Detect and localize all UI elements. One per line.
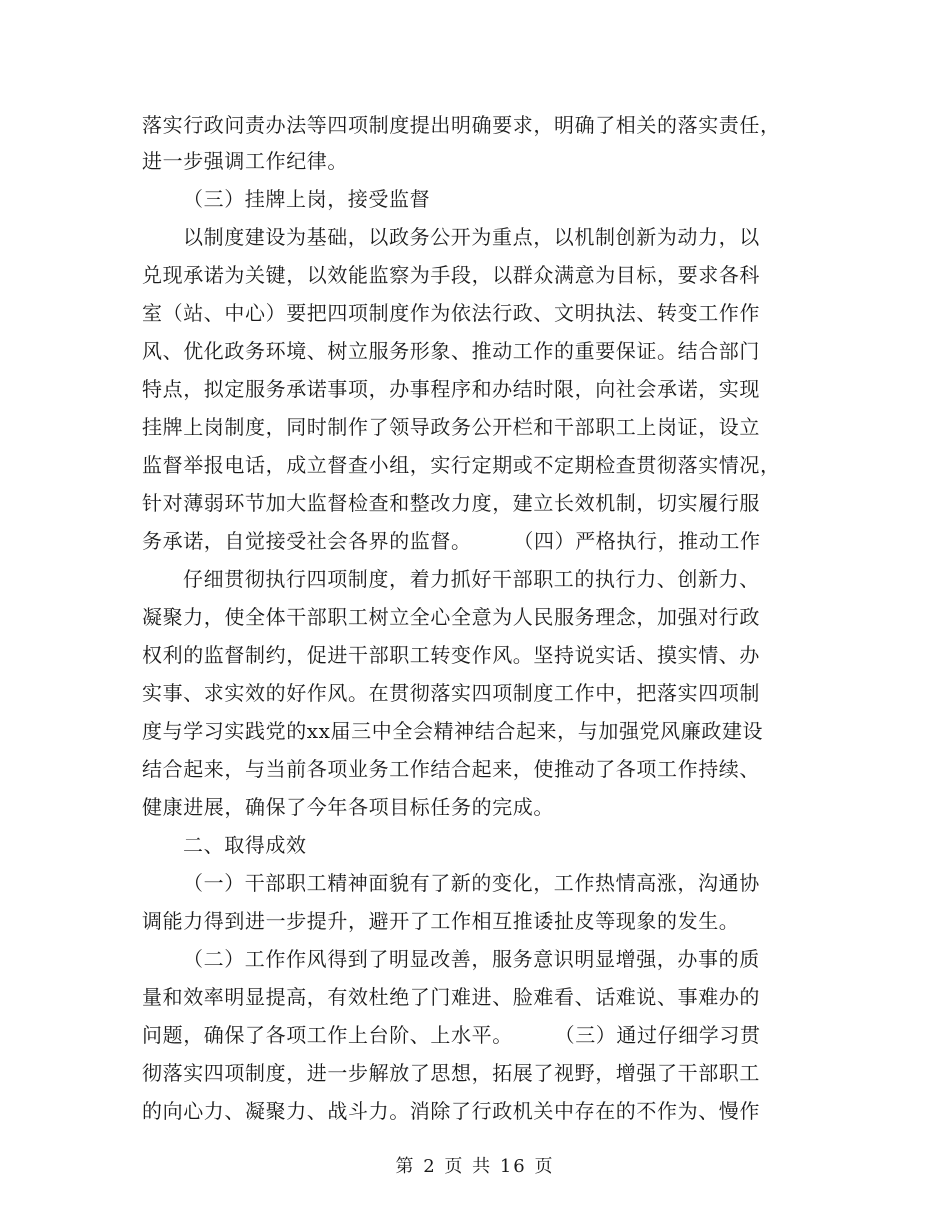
text-line: 兑现承诺为关键，以效能监察为手段，以群众满意为目标，要求各科: [142, 263, 760, 287]
text-line: 以制度建设为基础，以政务公开为重点，以机制创新为动力，以: [183, 225, 760, 249]
text-line: 进一步强调工作纪律。: [142, 149, 348, 173]
text-line: 凝聚力，使全体干部职工树立全心全意为人民服务理念，加强对行政: [142, 605, 760, 629]
text-line: 的向心力、凝聚力、战斗力。消除了行政机关中存在的不作为、慢作: [142, 1099, 760, 1123]
text-line: 风、优化政务环境、树立服务形象、推动工作的重要保证。结合部门: [142, 339, 760, 363]
text-line: 量和效率明显提高，有效杜绝了门难进、脸难看、话难说、事难办的: [142, 985, 760, 1009]
text-line: 度与学习实践党的xx届三中全会精神结合起来，与加强党风廉政建设: [142, 719, 764, 743]
page-number-footer: 第 2 页 共 16 页: [395, 1156, 555, 1177]
text-line: 落实行政问责办法等四项制度提出明确要求，明确了相关的落实责任，: [142, 113, 781, 137]
text-line: 彻落实四项制度，进一步解放了思想，拓展了视野，增强了干部职工: [142, 1061, 760, 1085]
text-line: 务承诺，自觉接受社会各界的监督。 （四）严格执行，推动工作: [142, 529, 761, 553]
text-line: 挂牌上岗制度，同时制作了领导政务公开栏和干部职工上岗证，设立: [142, 415, 760, 439]
text-line: 针对薄弱环节加大监督检查和整改力度，建立长效机制，切实履行服: [142, 491, 760, 515]
text-line: 实事、求实效的好作风。在贯彻落实四项制度工作中，把落实四项制: [142, 681, 760, 705]
text-line: 室（站、中心）要把四项制度作为依法行政、文明执法、转变工作作: [142, 301, 760, 325]
text-line: （一）干部职工精神面貌有了新的变化，工作热情高涨，沟通协: [183, 871, 760, 895]
text-line: 问题，确保了各项工作上台阶、上水平。 （三）通过仔细学习贯: [142, 1023, 761, 1047]
text-line: 健康进展，确保了今年各项目标任务的完成。: [142, 795, 554, 819]
section-heading: 二、取得成效: [183, 833, 307, 857]
text-line: 仔细贯彻执行四项制度，着力抓好干部职工的执行力、创新力、: [183, 567, 760, 591]
text-line: 特点，拟定服务承诺事项，办事程序和办结时限，向社会承诺，实现: [142, 377, 760, 401]
section-heading: （三）挂牌上岗，接受监督: [183, 187, 431, 211]
text-line: 结合起来，与当前各项业务工作结合起来，使推动了各项工作持续、: [142, 757, 760, 781]
text-line: 监督举报电话，成立督查小组，实行定期或不定期检查贯彻落实情况，: [142, 453, 781, 477]
text-line: （二）工作作风得到了明显改善，服务意识明显增强，办事的质: [183, 947, 760, 971]
text-line: 权利的监督制约，促进干部职工转变作风。坚持说实话、摸实情、办: [142, 643, 760, 667]
text-line: 调能力得到进一步提升，避开了工作相互推诿扯皮等现象的发生。: [142, 909, 740, 933]
